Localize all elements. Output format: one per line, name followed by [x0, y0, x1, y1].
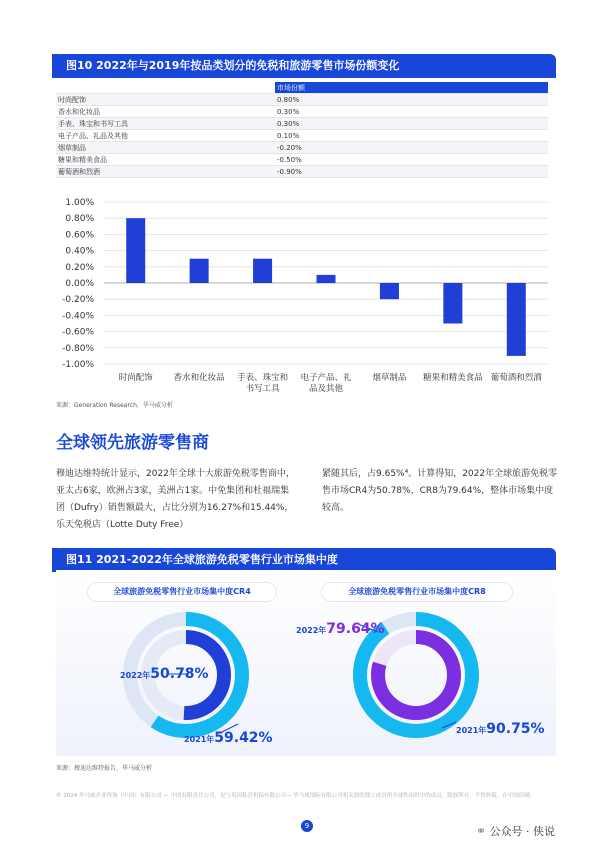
- x-tick-label: 葡萄酒和烈酒: [490, 373, 542, 383]
- y-tick-label: -0.60%: [62, 327, 94, 338]
- table-cell-share: 0.30%: [275, 106, 548, 118]
- fig10-title: 图10 2022年与2019年按品类划分的免税和旅游零售市场份额变化: [56, 54, 556, 78]
- cr4-2022-annotation: [120, 663, 209, 682]
- y-tick-label: 0.00%: [65, 279, 94, 289]
- table-cell-share: 0.80%: [275, 94, 548, 106]
- wechat-label: 公众号 · 侠说: [489, 825, 556, 838]
- fig10-share-table: [56, 82, 548, 178]
- body-text-col1: 穆迪达维特统计显示，2022年全球十大旅游免税零售商中，亚太占6家，欧洲占3家，美洲占1家。中免集团和杜福瑞集团（Dufry）销售额最大，占比分别为16.27%和15.44%，乐天免税店（Lotte Duty Free）: [56, 469, 295, 530]
- fig10-bar-chart: [56, 190, 556, 400]
- x-tick-label: 手表、珠宝和: [237, 373, 289, 383]
- table-row: [56, 166, 548, 178]
- y-tick-label: 1.00%: [65, 198, 94, 208]
- footer-copyright: © 2024 毕马威企业咨询（中国）有限公司 — 中国有限责任公司，是与英国私营担保有限公司— 毕马威国际有限公司相关联的独立成员所全球性组织中的成员。版权所有，不得转载。在中国印刷。: [56, 793, 536, 799]
- page-number: 9: [301, 820, 313, 832]
- table-cell-share: -0.50%: [275, 154, 548, 166]
- cr8-2021-year: 2021年: [456, 726, 487, 735]
- y-tick-label: 0.40%: [65, 246, 94, 257]
- table-cell-share: 0.30%: [275, 118, 548, 130]
- table-row: [56, 106, 548, 118]
- y-tick-label: -0.80%: [62, 343, 94, 354]
- table-cell-category: 烟草制品: [56, 142, 275, 154]
- bar-0: [126, 218, 145, 283]
- x-tick-label: 香水和化妆品: [173, 373, 225, 383]
- body-text-col2: 紧随其后，占9.65%⁴。计算得知，2022年全球旅游免税零售市场CR4为50.78%，CR8为79.64%，整体市场集中度较高。: [322, 469, 558, 513]
- table-cell-category: 香水和化妆品: [56, 106, 275, 118]
- fig11-source: 来源：穆迪达维特报告，毕马威分析: [56, 765, 153, 772]
- table-header-share: 市场份额: [275, 82, 548, 94]
- table-cell-category: 葡萄酒和烈酒: [56, 166, 275, 178]
- y-tick-label: 0.20%: [65, 262, 94, 273]
- cr4-2022-value: 50.78%: [150, 666, 209, 682]
- cr8-2022-value: 79.64%: [326, 621, 385, 637]
- table-cell-share: -0.90%: [275, 166, 548, 178]
- y-tick-label: 0.80%: [65, 214, 94, 225]
- table-cell-share: -0.20%: [275, 142, 548, 154]
- table-row: [56, 118, 548, 130]
- bar-6: [507, 283, 526, 356]
- bar-5: [443, 283, 462, 324]
- table-header-row: [56, 82, 548, 94]
- fig10-source: 来源：Generation Research，毕马威分析: [56, 402, 173, 409]
- table-cell-category: 电子产品、礼品及其他: [56, 130, 275, 142]
- bar-1: [190, 259, 209, 283]
- wechat-icon: ⚭: [476, 824, 487, 838]
- cr8-2021-value: 90.75%: [486, 721, 545, 737]
- cr8-2021-annotation: [456, 718, 545, 737]
- table-cell-category: 手表、珠宝和书写工具: [56, 118, 275, 130]
- cr8-label: 全球旅游免税零售行业市场集中度CR8: [322, 583, 512, 601]
- cr4-2021-value: 59.42%: [214, 730, 273, 746]
- section-title: 全球领先旅游零售商: [56, 433, 209, 453]
- table-row: [56, 94, 548, 106]
- x-tick-label: 书写工具: [245, 384, 280, 394]
- bar-3: [317, 275, 336, 283]
- cr8-2022-annotation: [296, 618, 385, 637]
- y-tick-label: -0.40%: [62, 311, 94, 322]
- cr4-2021-year: 2021年: [184, 735, 215, 744]
- x-tick-label: 品及其他: [308, 384, 344, 394]
- y-tick-label: -0.20%: [62, 295, 94, 306]
- table-row: [56, 154, 548, 166]
- table-cell-share: 0.10%: [275, 130, 548, 142]
- cr4-2021-annotation: [184, 727, 273, 746]
- x-tick-label: 电子产品、礼: [300, 373, 352, 383]
- y-tick-label: 0.60%: [65, 230, 94, 241]
- cr4-label: 全球旅游免税零售行业市场集中度CR4: [88, 583, 276, 601]
- x-tick-label: 烟草制品: [372, 373, 407, 383]
- table-row: [56, 142, 548, 154]
- x-tick-label: 糖果和精美食品: [423, 373, 483, 383]
- y-tick-label: -1.00%: [62, 360, 94, 370]
- x-tick-label: 时尚配饰: [118, 373, 153, 383]
- fig11-title: 图11 2021-2022年全球旅游免税零售行业市场集中度: [56, 548, 556, 572]
- bar-4: [380, 283, 399, 299]
- table-header-category: [56, 82, 275, 94]
- bar-2: [253, 259, 272, 283]
- cr4-2022-year: 2022年: [120, 671, 151, 680]
- table-cell-category: 时尚配饰: [56, 94, 275, 106]
- cr8-2022-year: 2022年: [296, 626, 327, 635]
- table-row: [56, 130, 548, 142]
- wechat-watermark: [476, 823, 555, 839]
- table-cell-category: 糖果和精美食品: [56, 154, 275, 166]
